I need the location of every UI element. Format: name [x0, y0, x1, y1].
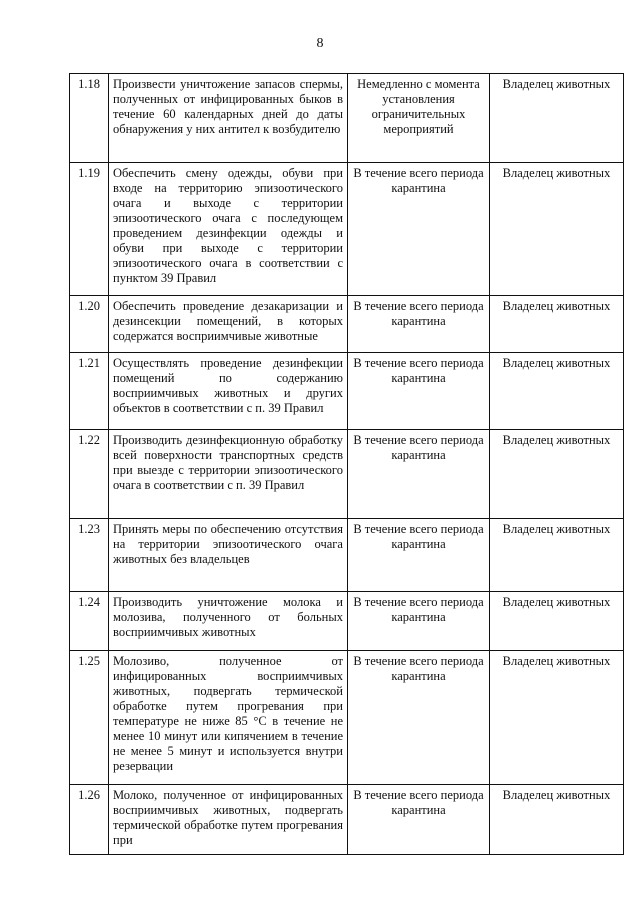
row-number: 1.20	[70, 296, 109, 353]
table-row	[70, 519, 624, 592]
row-number: 1.19	[70, 163, 109, 296]
row-action: Обеспечить проведение дезакаризации и дезинсекции помещений, в которых содержатся восприимчивые животные	[109, 296, 348, 353]
row-action: Осуществлять проведение дезинфекции помещений по содержанию восприимчивых животных и других объектов в соответствии с п. 39 Правил	[109, 353, 348, 430]
row-responsible: Владелец животных	[490, 519, 624, 592]
row-number: 1.21	[70, 353, 109, 430]
row-term: В течение всего периода карантина	[348, 651, 490, 785]
table-row	[70, 74, 624, 163]
row-term: В течение всего периода карантина	[348, 296, 490, 353]
row-responsible: Владелец животных	[490, 353, 624, 430]
row-number: 1.18	[70, 74, 109, 163]
row-term: В течение всего периода карантина	[348, 519, 490, 592]
row-number: 1.25	[70, 651, 109, 785]
row-responsible: Владелец животных	[490, 592, 624, 651]
row-action: Производить дезинфекционную обработку всей поверхности транспортных средств при выезде с территории эпизоотического очага в соответствии с п. 39 Правил	[109, 430, 348, 519]
table-row	[70, 785, 624, 855]
row-responsible: Владелец животных	[490, 74, 624, 163]
table-row	[70, 296, 624, 353]
row-action: Молозиво, полученное от инфицированных восприимчивых животных, подвергать термической обработке путем прогревания при температуре не ниже 85 °С в течение не менее 10 минут или кипячением в течение не менее 5 минут и используется внутри резервации	[109, 651, 348, 785]
row-responsible: Владелец животных	[490, 296, 624, 353]
table-row	[70, 163, 624, 296]
row-responsible: Владелец животных	[490, 163, 624, 296]
row-action: Производить уничтожение молока и молозива, полученного от больных восприимчивых животных	[109, 592, 348, 651]
row-term: В течение всего периода карантина	[348, 163, 490, 296]
row-action: Обеспечить смену одежды, обуви при входе на территорию эпизоотического очага и выходе с территории эпизоотического очага с последующем проведением дезинфекции одежды и обуви при выходе с территории эпизоотического очага в соответствии с пунктом 39 Правил	[109, 163, 348, 296]
row-number: 1.23	[70, 519, 109, 592]
row-term: В течение всего периода карантина	[348, 430, 490, 519]
row-term: В течение всего периода карантина	[348, 353, 490, 430]
row-number: 1.22	[70, 430, 109, 519]
row-term: В течение всего периода карантина	[348, 592, 490, 651]
row-term: В течение всего периода карантина	[348, 785, 490, 855]
measures-table	[69, 73, 624, 855]
row-action: Принять меры по обеспечению отсутствия на территории эпизоотического очага животных без владельцев	[109, 519, 348, 592]
row-action: Молоко, полученное от инфицированных восприимчивых животных, подвергать термической обработке путем прогревания при	[109, 785, 348, 855]
row-action: Произвести уничтожение запасов спермы, полученных от инфицированных быков в течение 60 календарных дней до даты обнаружения у них антител к возбудителю	[109, 74, 348, 163]
row-term: Немедленно с момента установления ограничительных мероприятий	[348, 74, 490, 163]
row-number: 1.26	[70, 785, 109, 855]
table-row	[70, 430, 624, 519]
page-number: 8	[316, 36, 324, 51]
row-responsible: Владелец животных	[490, 785, 624, 855]
table-row	[70, 651, 624, 785]
table-row	[70, 353, 624, 430]
table-row	[70, 592, 624, 651]
row-responsible: Владелец животных	[490, 651, 624, 785]
row-number: 1.24	[70, 592, 109, 651]
row-responsible: Владелец животных	[490, 430, 624, 519]
